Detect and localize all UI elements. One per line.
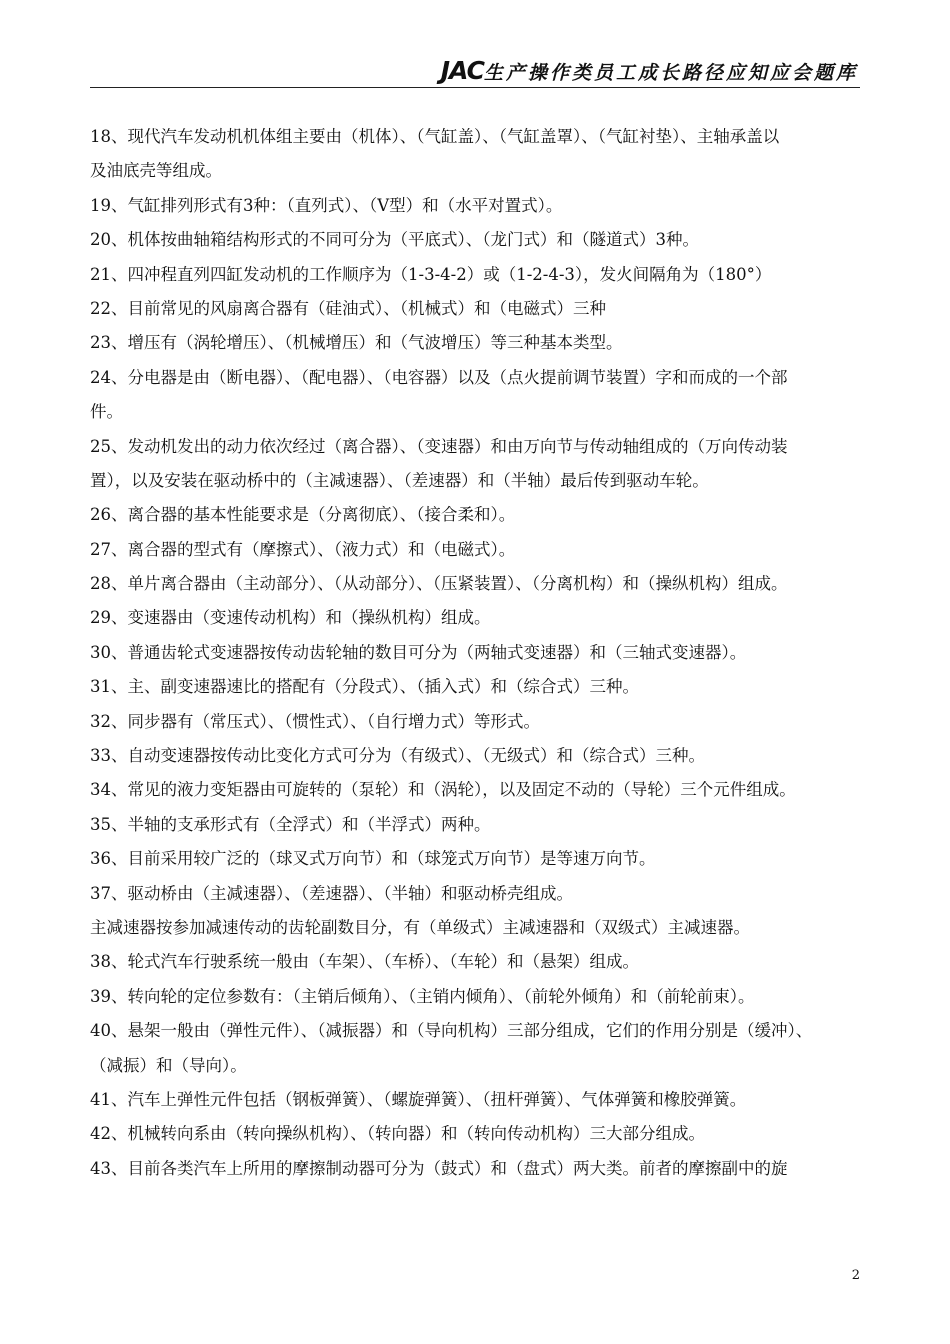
text-line: 24、分电器是由（断电器）、（配电器）、（电容器）以及（点火提前调节装置）字和而成的一个部 xyxy=(90,367,788,387)
text-line: 42、机械转向系由（转向操纵机构）、（转向器）和（转向传动机构）三大部分组成。 xyxy=(90,1124,705,1144)
text-line: 18、现代汽车发动机机体组主要由（机体）、（气缸盖）、（气缸盖罩）、（气缸衬垫）、主轴承盖以 xyxy=(90,127,780,146)
text-line: 30、普通齿轮式变速器按传动齿轮轴的数目可分为（两轴式变速器）和（三轴式变速器）。 xyxy=(90,642,747,662)
text-line: 29、变速器由（变速传动机构）和（操纵机构）组成。 xyxy=(90,608,491,628)
text-line: 40、悬架一般由（弹性元件）、（减振器）和（导向机构）三部分组成，它们的作用分别是（缓冲）、 xyxy=(90,1021,813,1041)
text-line: 26、离合器的基本性能要求是（分离彻底）、（接合柔和）。 xyxy=(90,505,516,525)
text-line: 43、目前各类汽车上所用的摩擦制动器可分为（鼓式）和（盘式）两大类。前者的摩擦副中的旋 xyxy=(90,1158,788,1178)
text-line: 件。 xyxy=(90,402,123,422)
text-line: 27、离合器的型式有（摩擦式）、（液力式）和（电磁式）。 xyxy=(90,539,516,559)
text-line: 39、转向轮的定位参数有：（主销后倾角）、（主销内倾角）、（前轮外倾角）和（前轮前束）。 xyxy=(90,986,755,1006)
text-line: 22、目前常见的风扇离合器有（硅油式）、（机械式）和（电磁式）三种 xyxy=(90,298,606,318)
text-line: 37、驱动桥由（主减速器）、（差速器）、（半轴）和驱动桥壳组成。 xyxy=(90,883,573,903)
text-line: 35、半轴的支承形式有（全浮式）和（半浮式）两种。 xyxy=(90,814,491,834)
page-header xyxy=(90,56,860,86)
text-line: 32、同步器有（常压式）、（惯性式）、（自行增力式）等形式。 xyxy=(90,711,540,731)
text-line: 主减速器按参加减速传动的齿轮副数目分，有（单级式）主减速器和（双级式）主减速器。 xyxy=(90,917,750,937)
text-line: 及油底壳等组成。 xyxy=(90,161,222,181)
text-line: 31、主、副变速器速比的搭配有（分段式）、（插入式）和（综合式）三种。 xyxy=(90,677,639,697)
question-list xyxy=(90,120,860,1186)
text-line: 21、四冲程直列四缸发动机的工作顺序为（1-3-4-2）或（1-2-4-3），发火间隔角为（180°） xyxy=(90,264,772,284)
text-line: 置），以及安装在驱动桥中的（主减速器）、（差速器）和（半轴）最后传到驱动车轮。 xyxy=(90,470,709,490)
text-line: 41、汽车上弹性元件包括（钢板弹簧）、（螺旋弹簧）、（扭杆弹簧）、气体弹簧和橡胶弹簧。 xyxy=(90,1089,747,1109)
page-number: 2 xyxy=(851,1268,860,1283)
text-line: 33、自动变速器按传动比变化方式可分为（有级式）、（无级式）和（综合式）三种。 xyxy=(90,746,705,766)
text-line: 34、常见的液力变矩器由可旋转的（泵轮）和（涡轮），以及固定不动的（导轮）三个元件组成。 xyxy=(90,780,796,800)
text-line: 28、单片离合器由（主动部分）、（从动部分）、（压紧装置）、（分离机构）和（操纵机构）组成。 xyxy=(90,574,788,594)
header-divider xyxy=(90,87,860,88)
text-line: 36、目前采用较广泛的（球叉式万向节）和（球笼式万向节）是等速万向节。 xyxy=(90,849,656,869)
text-line: 23、增压有（涡轮增压）、（机械增压）和（气波增压）等三种基本类型。 xyxy=(90,333,623,353)
text-line: 38、轮式汽车行驶系统一般由（车架）、（车桥）、（车轮）和（悬架）组成。 xyxy=(90,952,639,972)
header-title: 生产操作类员工成长路径应知应会题库 xyxy=(483,62,858,84)
text-line: 25、发动机发出的动力依次经过（离合器）、（变速器）和由万向节与传动轴组成的（万向传动装 xyxy=(90,436,788,456)
text-line: 20、机体按曲轴箱结构形式的不同可分为（平底式）、（龙门式）和（隧道式）3种。 xyxy=(90,230,699,250)
text-line: 19、气缸排列形式有3种：（直列式）、（V型）和（水平对置式）。 xyxy=(90,195,563,215)
jac-logo: JAC xyxy=(440,56,484,85)
text-line: （减振）和（导向）。 xyxy=(90,1055,247,1075)
